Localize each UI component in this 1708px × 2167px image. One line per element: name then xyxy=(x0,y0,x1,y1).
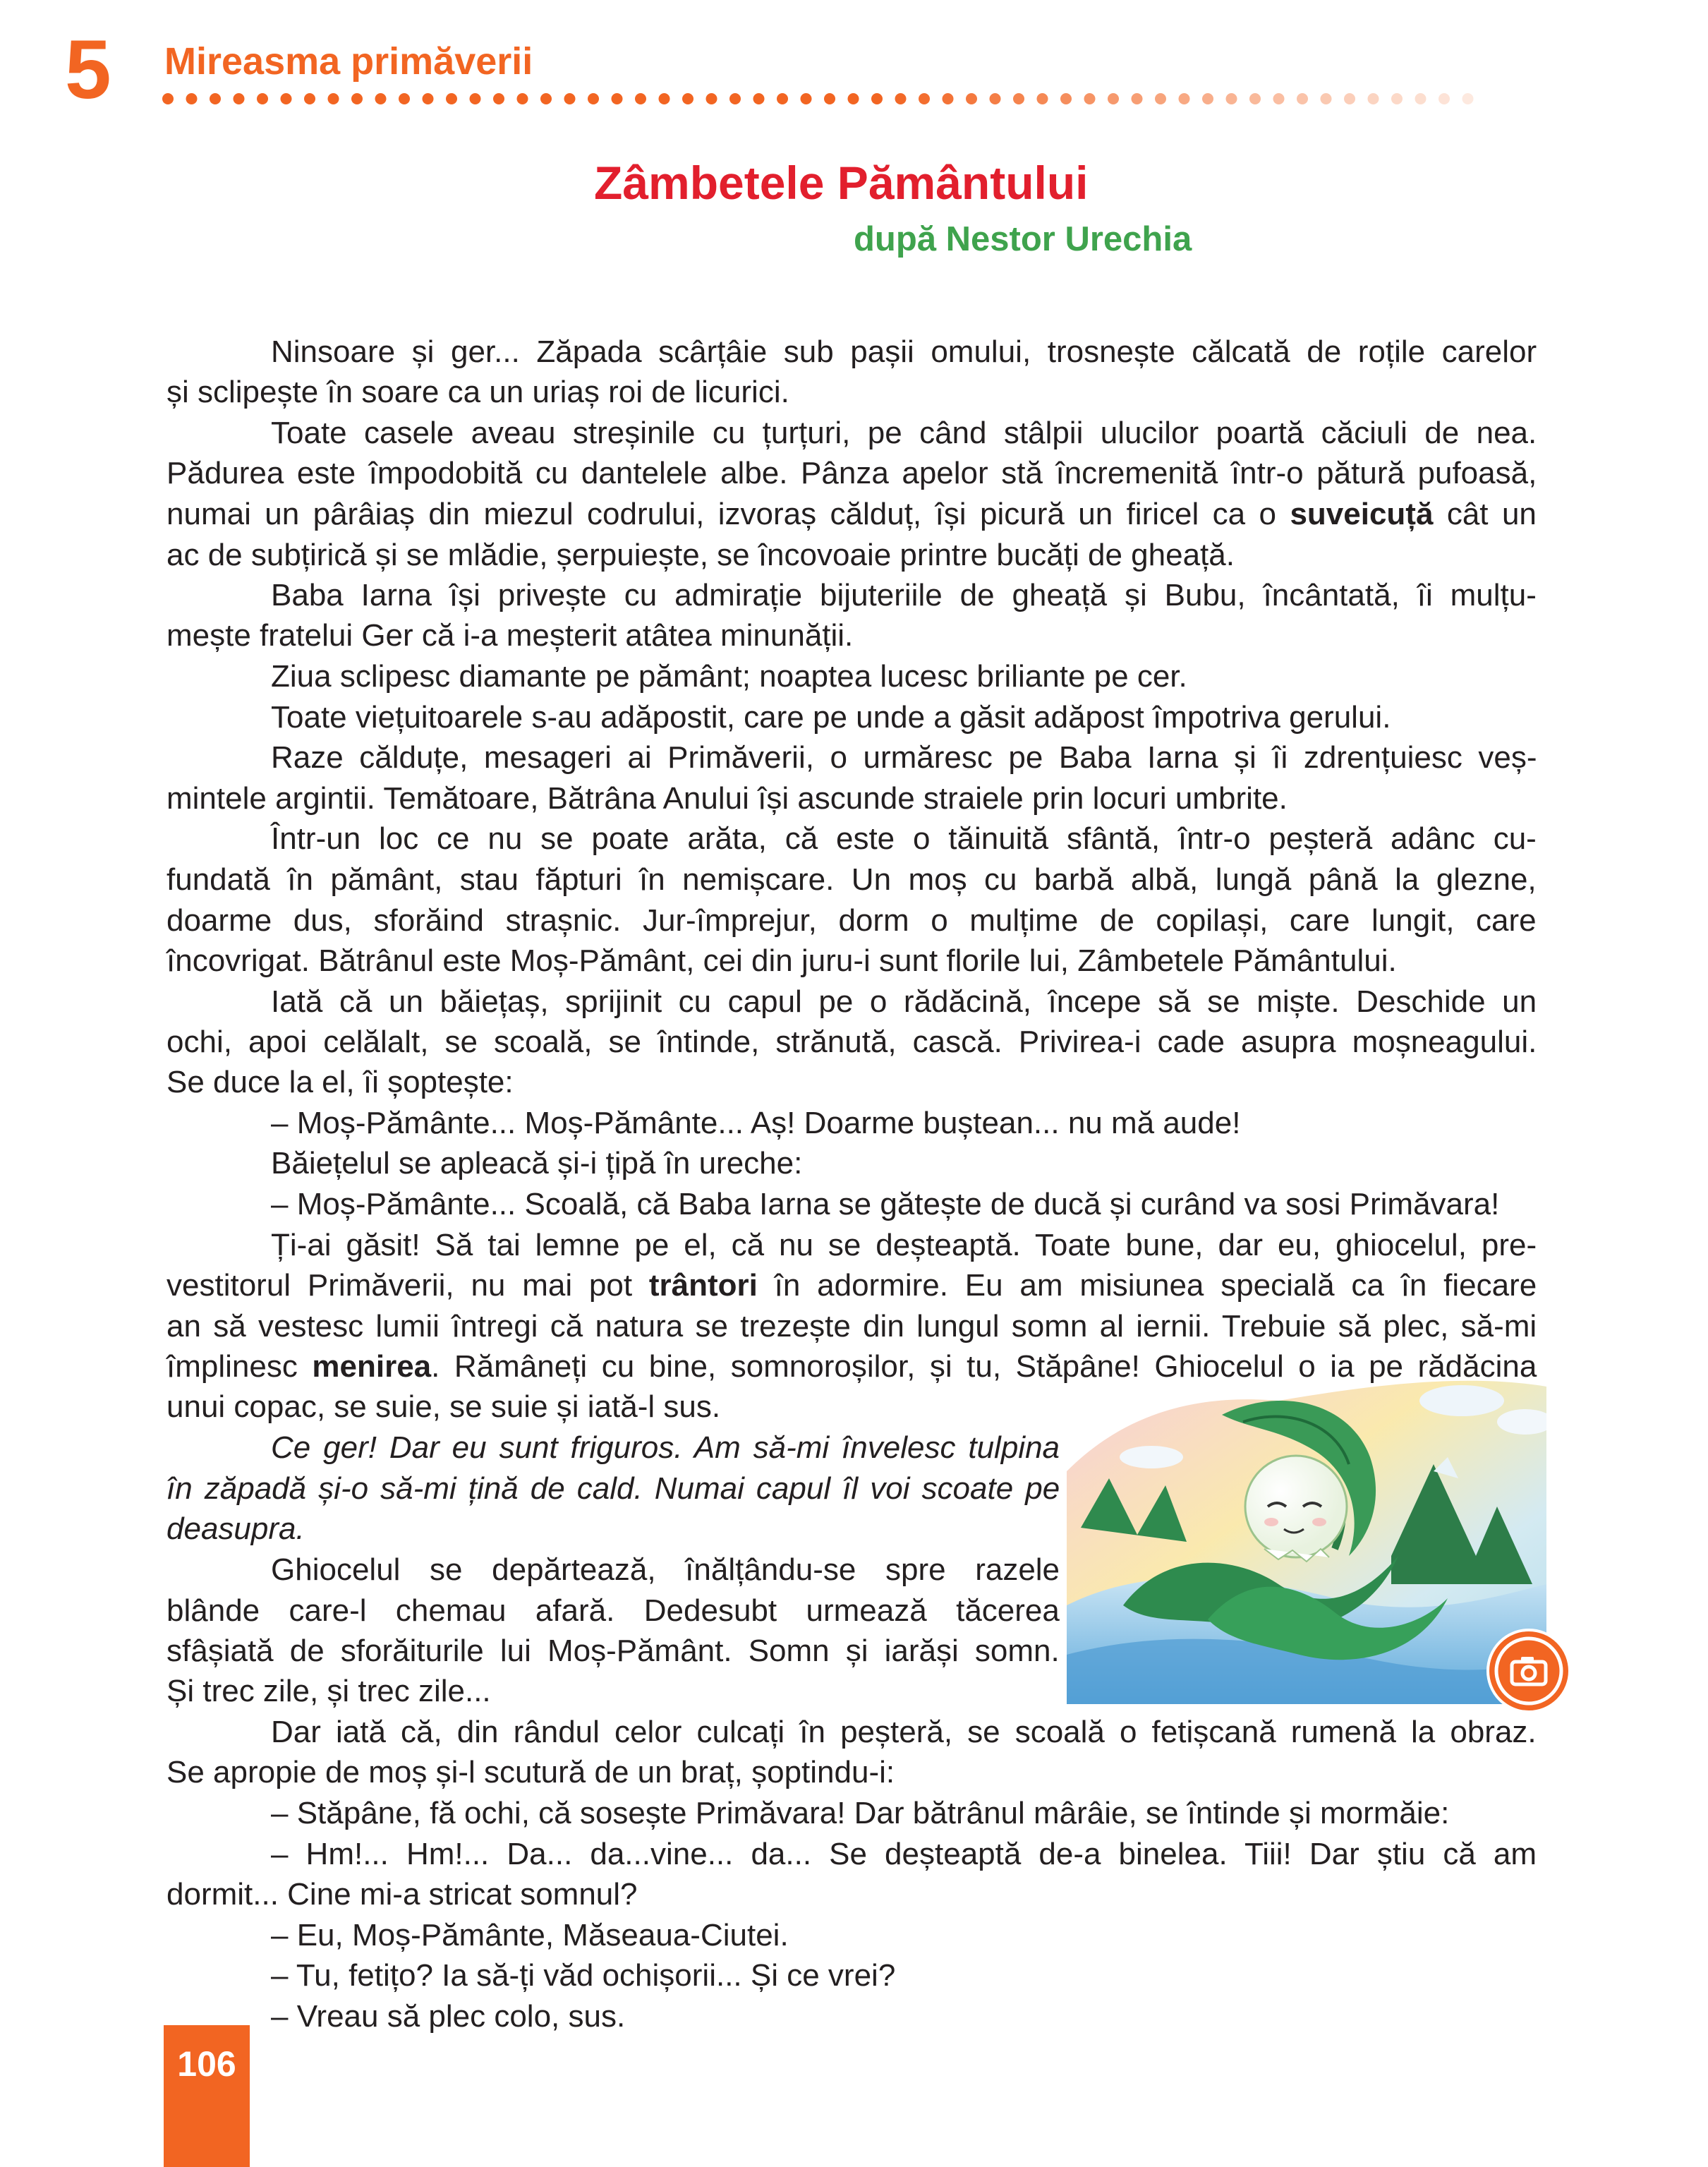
divider-dot xyxy=(210,93,221,104)
text-segment: mintele argintii. Temătoare, Bătrâna Anului își ascunde straiele prin locuri umbrite. xyxy=(166,781,1288,816)
text-line xyxy=(166,494,1537,535)
divider-dot xyxy=(540,93,552,104)
page-number: 106 xyxy=(177,2044,236,2084)
text-segment: Toate viețuitoarele s-au adăpostit, care pe unde a găsit adăpost împotriva gerului. xyxy=(271,700,1391,735)
text-segment: numai un pârâiaș din miezul codrului, izvoraș călduț, își picură un firicel ca o xyxy=(166,497,1290,531)
divider-dot xyxy=(234,93,245,104)
divider-dot xyxy=(1060,93,1072,104)
text-segment: Ninsoare și ger... Zăpada scârțâie sub pașii omului, trosnește călcată de roțile carelor xyxy=(271,334,1537,369)
text-segment: unui copac, se suie, se suie și iată-l sus. xyxy=(166,1389,721,1424)
text-segment: – Moș-Pământe... Moș-Pământe... Aș! Doarme buștean... nu mă aude! xyxy=(271,1106,1241,1140)
text-line xyxy=(166,1874,638,1915)
divider-dot xyxy=(753,93,765,104)
text-line xyxy=(166,1671,491,1712)
text-segment: Iată că un băiețaș, sprijinit cu capul pe o rădăcină, începe să se miște. Deschide un xyxy=(271,984,1537,1019)
divider-dot xyxy=(682,93,694,104)
text-line xyxy=(271,697,1391,738)
divider-dot xyxy=(1368,93,1379,104)
divider-dot xyxy=(304,93,315,104)
divider-dot xyxy=(1179,93,1190,104)
text-segment: cât un xyxy=(1433,497,1537,531)
text-segment: sfâșiată de sforăiturile lui Moș-Pământ. Somn și iarăși somn. xyxy=(166,1634,1060,1668)
text-segment: Raze călduțe, mesageri ai Primăverii, o urmăresc pe Baba Iarna și îi zdrențuiesc veș- xyxy=(271,740,1537,775)
text-line xyxy=(271,332,1537,373)
text-line xyxy=(166,1022,1537,1063)
divider-dot xyxy=(848,93,859,104)
text-segment: Ziua sclipesc diamante pe pământ; noaptea lucesc briliante pe cer. xyxy=(271,659,1187,694)
text-segment: Băiețelul se apleacă și-i țipă în ureche: xyxy=(271,1146,803,1181)
divider-dot xyxy=(1273,93,1285,104)
unit-title: Mireasma primăverii xyxy=(164,40,533,83)
text-line xyxy=(271,982,1537,1022)
text-segment: deasupra. xyxy=(166,1511,305,1546)
divider-dot xyxy=(470,93,481,104)
divider-dot xyxy=(446,93,457,104)
text-line xyxy=(166,535,1235,576)
divider-dot xyxy=(1249,93,1261,104)
divider-dot xyxy=(517,93,528,104)
text-line xyxy=(271,1834,1537,1875)
text-segment: . Rămâneți cu bine, somnoroșilor, și tu, Stăpâne! Ghiocelul o ia pe rădăcina xyxy=(431,1349,1537,1384)
text-segment: doarme dus, sforăind strașnic. Jur-împrejur, dorm o mulțime de copilași, care lungit, care xyxy=(166,903,1537,938)
divider-dot xyxy=(1132,93,1143,104)
text-segment: mește fratelui Ger că i-a meșterit atâtea minunății. xyxy=(166,618,854,653)
glossary-word: menirea xyxy=(312,1349,432,1384)
text-segment: Ghiocelul se depărtează, înălțându-se spre razele xyxy=(271,1552,1060,1587)
divider-dot xyxy=(1155,93,1166,104)
text-line xyxy=(271,737,1537,778)
divider-dot xyxy=(635,93,646,104)
text-line xyxy=(166,1265,1537,1306)
text-line xyxy=(166,1387,720,1427)
divider-dot xyxy=(257,93,268,104)
text-segment: dormit... Cine mi-a stricat somnul? xyxy=(166,1877,638,1912)
text-line xyxy=(271,1143,802,1184)
divider-dot xyxy=(375,93,387,104)
text-segment: – Moș-Pământe... Scoală, că Baba Iarna se gătește de ducă și curând va sosi Primăvara! xyxy=(271,1187,1500,1221)
divider-dot xyxy=(162,93,174,104)
text-segment: Pădurea este împodobită cu dantelele albe. Pânza apelor stă încremenită într-o pătură pufoasă, xyxy=(166,456,1537,490)
text-segment: în adormire. Eu am misiunea specială ca în fiecare xyxy=(757,1268,1537,1303)
text-segment: împlinesc xyxy=(166,1349,313,1384)
divider-dot xyxy=(588,93,599,104)
text-line xyxy=(166,941,1397,982)
text-segment: Ce ger! Dar eu sunt friguros. Am să-mi învelesc tulpina xyxy=(271,1430,1060,1465)
divider-dot xyxy=(919,93,930,104)
text-segment: – Eu, Moș-Pământe, Măseaua-Ciutei. xyxy=(271,1918,789,1952)
divider-dot xyxy=(729,93,741,104)
unit-number: 5 xyxy=(65,23,111,116)
text-segment: Baba Iarna își privește cu admirație bijuteriile de gheață și Bubu, încântată, îi mulțu- xyxy=(271,578,1537,612)
text-line xyxy=(166,859,1537,900)
text-line xyxy=(271,1955,895,1996)
divider-dot xyxy=(777,93,788,104)
text-segment: fundată în pământ, stau făpturi în nemișcare. Un moș cu barbă albă, lungă până la glezne, xyxy=(166,862,1537,897)
lesson-title: Zâmbetele Pământului xyxy=(594,157,1089,209)
divider-dot xyxy=(328,93,339,104)
text-line xyxy=(271,1996,625,2037)
camera-button[interactable] xyxy=(1486,1628,1572,1714)
glossary-word: suveicuță xyxy=(1290,497,1434,531)
divider-dot xyxy=(423,93,434,104)
divider-dot xyxy=(1297,93,1308,104)
text-segment: Într-un loc ce nu se poate arăta, că este o tăinuită sfântă, într-o peșteră adânc cu- xyxy=(271,821,1537,856)
text-line xyxy=(271,1225,1537,1266)
divider-dot xyxy=(1037,93,1048,104)
text-line xyxy=(166,453,1537,494)
divider-dot xyxy=(966,93,977,104)
text-line xyxy=(166,900,1537,941)
divider-dot xyxy=(871,93,883,104)
text-line xyxy=(166,1468,1060,1509)
text-line xyxy=(166,1752,895,1793)
divider-dot xyxy=(399,93,410,104)
text-segment: – Tu, fetițo? Ia să-ți văd ochișorii... Și ce vrei? xyxy=(271,1958,896,1993)
text-line xyxy=(271,1712,1537,1753)
divider-dot xyxy=(943,93,954,104)
divider-dot xyxy=(1084,93,1096,104)
text-segment: an să vestesc lumii întregi că natura se trezește din lungul somn al iernii. Trebuie să plec, să-mi xyxy=(166,1309,1537,1344)
divider-dot xyxy=(990,93,1001,104)
divider-dot xyxy=(1108,93,1119,104)
text-segment: Dar iată că, din rândul celor culcați în peșteră, se scoală o fetișcană rumenă la obraz. xyxy=(271,1715,1537,1749)
divider-dot xyxy=(1439,93,1450,104)
text-segment: Toate casele aveau streșinile cu țurțuri, pe când stâlpii ulucilor poartă căciuli de nea. xyxy=(271,416,1537,450)
divider-dot xyxy=(186,93,198,104)
snowdrop-illustration xyxy=(1067,1372,1546,1704)
text-line xyxy=(271,575,1537,616)
text-segment: ochi, apoi celălalt, se scoală, se întinde, strănută, cască. Privirea-i cade asupra moșneagului. xyxy=(166,1025,1537,1059)
divider-dot xyxy=(1344,93,1355,104)
text-line xyxy=(271,656,1187,697)
divider-dot xyxy=(706,93,717,104)
text-line xyxy=(271,1550,1060,1590)
divider-dot xyxy=(1415,93,1427,104)
glossary-word: trântori xyxy=(648,1268,758,1303)
text-line xyxy=(166,1306,1537,1347)
text-line xyxy=(166,1062,514,1103)
text-line xyxy=(166,1509,305,1550)
text-segment: – Stăpâne, fă ochi, că sosește Primăvara! Dar bătrânul mârâie, se întinde și mormăie: xyxy=(271,1796,1450,1830)
text-line xyxy=(271,1103,1240,1144)
divider-dot xyxy=(824,93,835,104)
text-segment: vestitorul Primăverii, nu mai pot xyxy=(166,1268,649,1303)
divider-dot xyxy=(659,93,670,104)
text-segment: – Hm!... Hm!... Da... da...vine... da... Se deșteaptă de-a binelea. Tiii! Dar știu că am xyxy=(271,1837,1537,1871)
text-line xyxy=(166,372,789,413)
text-line xyxy=(271,1184,1499,1225)
text-line xyxy=(166,778,1288,819)
text-segment: blânde care-l chemau afară. Dedesubt urmează tăcerea xyxy=(166,1593,1060,1628)
divider-dot xyxy=(351,93,363,104)
text-line xyxy=(271,819,1537,859)
text-segment: și sclipește în soare ca un uriaș roi de licurici. xyxy=(166,375,789,409)
divider-dot xyxy=(281,93,292,104)
text-segment: Ți-ai găsit! Să tai lemne pe el, că nu se deșteaptă. Toate bune, dar eu, ghiocelul, pre- xyxy=(271,1228,1537,1262)
divider-dot xyxy=(564,93,576,104)
text-segment: ac de subțirică și se mlădie, șerpuiește, se încovoaie printre bucăți de gheață. xyxy=(166,538,1235,572)
text-segment: Se duce la el, îi șoptește: xyxy=(166,1065,514,1099)
divider-dot xyxy=(1391,93,1403,104)
text-segment: încovrigat. Bătrânul este Moș-Pământ, cei din juru-i sunt florile lui, Zâmbetele Pământului. xyxy=(166,943,1397,978)
text-line xyxy=(271,413,1537,454)
text-segment: Și trec zile, și trec zile... xyxy=(166,1674,491,1708)
text-line xyxy=(166,1631,1060,1672)
dotted-divider xyxy=(161,90,1487,107)
text-segment: Se apropie de moș și-l scutură de un braț, șoptindu-i: xyxy=(166,1755,895,1789)
text-line xyxy=(166,615,853,656)
divider-dot xyxy=(1202,93,1213,104)
text-segment: – Vreau să plec colo, sus. xyxy=(271,1999,626,2034)
text-line xyxy=(271,1915,789,1956)
divider-dot xyxy=(612,93,623,104)
divider-dot xyxy=(1321,93,1332,104)
divider-dot xyxy=(1013,93,1024,104)
divider-dot xyxy=(493,93,504,104)
text-segment: în zăpadă și-o să-mi țină de cald. Numai capul îl voi scoate pe xyxy=(166,1471,1060,1506)
text-line xyxy=(271,1427,1060,1468)
divider-dot xyxy=(895,93,907,104)
divider-dot xyxy=(1462,93,1474,104)
divider-dot xyxy=(1226,93,1237,104)
divider-dot xyxy=(801,93,812,104)
text-line xyxy=(271,1793,1449,1834)
text-line xyxy=(166,1590,1060,1631)
lesson-author: după Nestor Urechia xyxy=(854,220,1192,258)
